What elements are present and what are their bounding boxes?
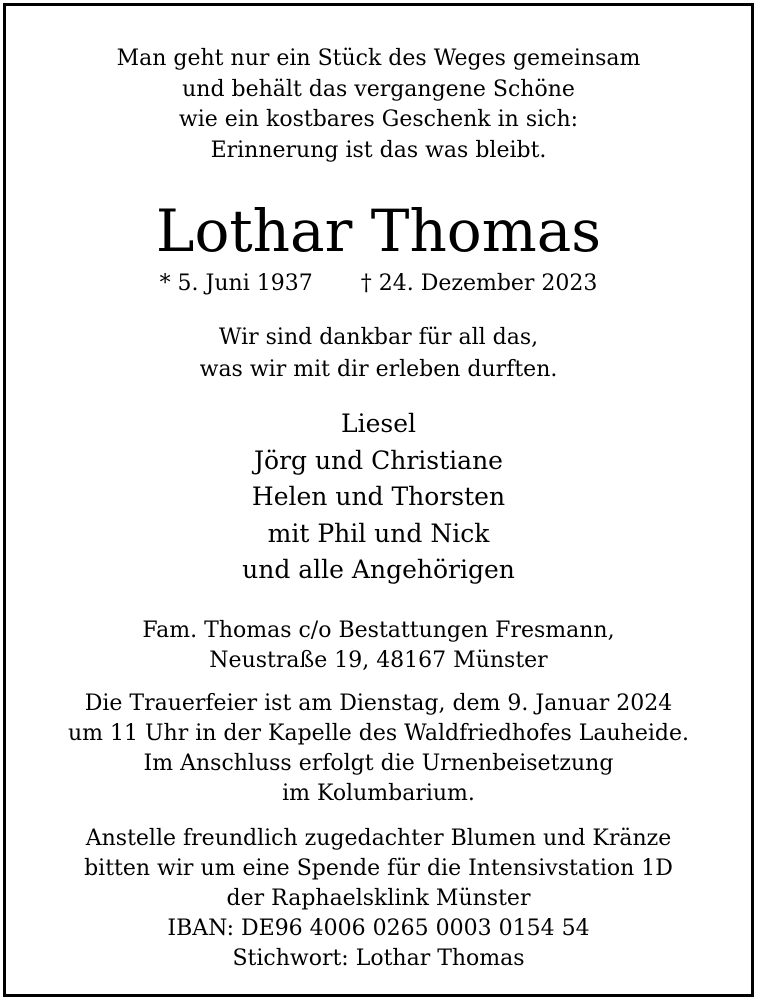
mourner-line: Jörg und Christiane bbox=[254, 445, 503, 475]
deceased-name: Lothar Thomas bbox=[155, 197, 602, 265]
poem-line: und behält das vergangene Schöne bbox=[182, 76, 575, 102]
mourner-line: und alle Angehörigen bbox=[242, 555, 515, 584]
thanks-line: was wir mit dir erleben durften. bbox=[199, 357, 558, 382]
mourner-line: Liesel bbox=[340, 409, 416, 438]
ceremony-line: im Kolumbarium. bbox=[282, 781, 475, 806]
poem-line: Erinnerung ist das was bleibt. bbox=[210, 137, 547, 163]
keyword-line: Stichwort: Lothar Thomas bbox=[232, 946, 525, 971]
address-line: Neustraße 19, 48167 Münster bbox=[209, 648, 548, 673]
birth-date: * 5. Juni 1937 bbox=[159, 271, 313, 296]
death-date: † 24. Dezember 2023 bbox=[360, 271, 598, 296]
mourner-line: Helen und Thorsten bbox=[251, 482, 506, 511]
iban-line: IBAN: DE96 4006 0265 0003 0154 54 bbox=[167, 916, 590, 941]
donation-request bbox=[0, 824, 757, 974]
funeral-details bbox=[0, 689, 757, 809]
donation-line: der Raphaelsklink Münster bbox=[226, 886, 531, 911]
donation-line: Anstelle freundlich zugedachter Blumen und Kränze bbox=[85, 826, 672, 851]
ceremony-line: Im Anschluss erfolgt die Urnenbeisetzung bbox=[143, 751, 614, 776]
mourners-list bbox=[0, 406, 757, 589]
ceremony-line: um 11 Uhr in der Kapelle des Waldfriedhofes Lauheide. bbox=[68, 721, 689, 746]
ceremony-line: Die Trauerfeier ist am Dienstag, dem 9. Januar 2024 bbox=[84, 691, 673, 716]
thanks-line: Wir sind dankbar für all das, bbox=[218, 325, 539, 350]
memorial-poem bbox=[0, 44, 757, 166]
poem-line: wie ein kostbares Geschenk in sich: bbox=[178, 107, 579, 132]
address-line: Fam. Thomas c/o Bestattungen Fresmann, bbox=[142, 618, 615, 643]
life-dates bbox=[0, 268, 757, 300]
poem-line: Man geht nur ein Stück des Weges gemeinsam bbox=[116, 46, 641, 71]
contact-address bbox=[0, 616, 757, 676]
mourner-line: mit Phil und Nick bbox=[267, 518, 490, 548]
donation-line: bitten wir um eine Spende für die Intensivstation 1D bbox=[84, 856, 673, 881]
thanks-text bbox=[0, 322, 757, 386]
